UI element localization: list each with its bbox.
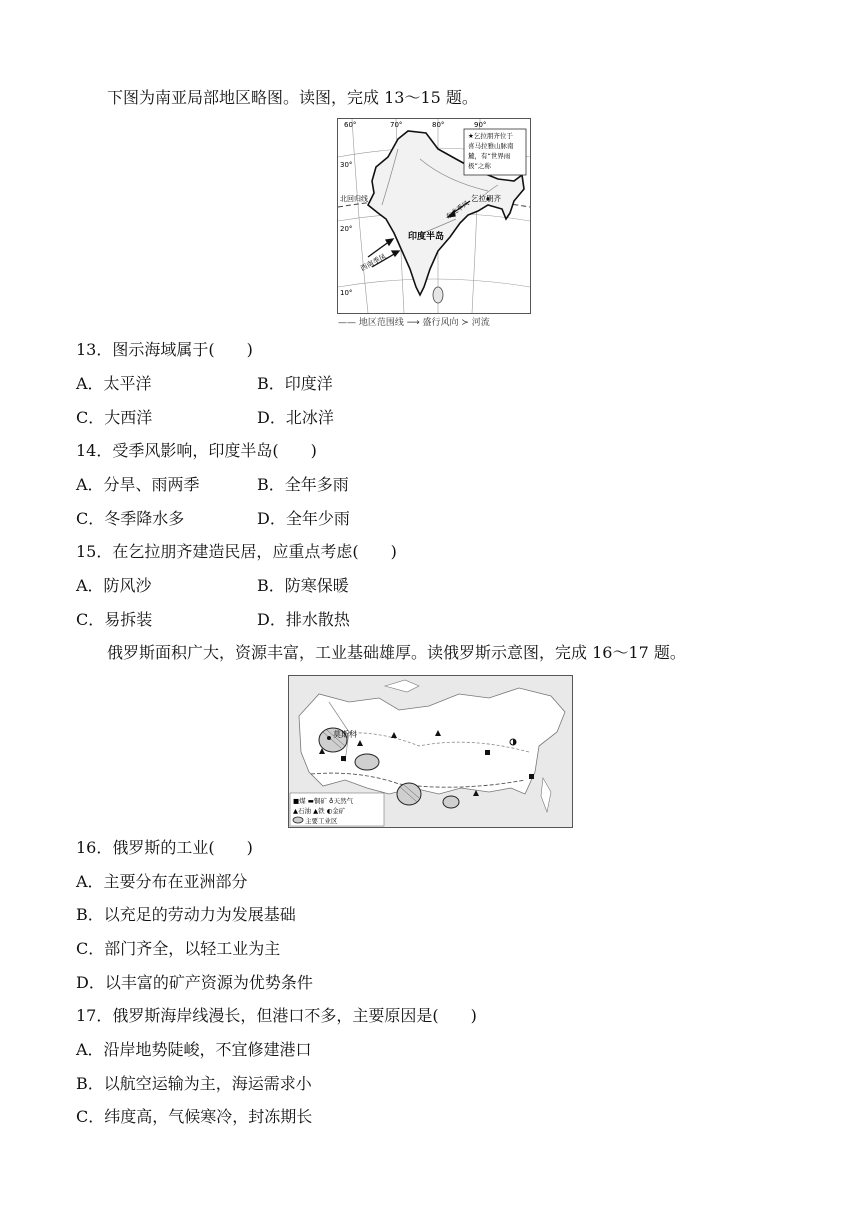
russia-legend-row-3: 主要工业区 [305, 817, 338, 825]
russia-map-svg [289, 676, 572, 827]
label-moscow: 莫斯科 [333, 730, 357, 739]
question-13: 13．图示海域属于( ) [76, 340, 253, 359]
q16-option-a: A．主要分布在亚洲部分 [76, 872, 248, 891]
label-sw-wind: 西南季风 [359, 252, 388, 273]
q14-option-d: D．全年少雨 [257, 509, 350, 528]
lon-90: 90° [474, 121, 487, 129]
q14-option-c: C．冬季降水多 [76, 509, 185, 528]
note-line-1: ★乞拉朋齐位于 [468, 132, 513, 140]
label-cherrapunji: 乞拉朋齐 [471, 194, 501, 203]
q17-option-a: A．沿岸地势陡峻，不宜修建港口 [76, 1040, 312, 1059]
q14-option-b: B．全年多雨 [257, 475, 349, 494]
lat-10: 10° [340, 289, 353, 297]
q13-option-d: D．北冰洋 [257, 408, 334, 427]
q17-option-c: C．纬度高，气候寒冷，封冻期长 [76, 1107, 313, 1126]
q16-option-d: D．以丰富的矿产资源为优势条件 [76, 973, 313, 992]
lon-70: 70° [390, 121, 403, 129]
question-15: 15．在乞拉朋齐建造民居，应重点考虑( ) [76, 542, 397, 561]
q15-option-c: C．易拆装 [76, 610, 153, 629]
q16-option-c: C．部门齐全，以轻工业为主 [76, 939, 281, 958]
lon-60: 60° [344, 121, 357, 129]
intro-south-asia: 下图为南亚局部地区略图。读图，完成 13～15 题。 [107, 88, 478, 107]
russia-map [288, 675, 573, 828]
russia-legend-row-1: ■煤 ▬铜矿 ♁天然气 [293, 797, 354, 805]
q15-option-b: B．防寒保暖 [257, 576, 349, 595]
question-14: 14．受季风影响，印度半岛( ) [76, 441, 317, 460]
q15-option-d: D．排水散热 [257, 610, 350, 629]
intro-russia: 俄罗斯面积广大，资源丰富，工业基础雄厚。读俄罗斯示意图，完成 16～17 题。 [107, 643, 686, 662]
label-peninsula: 印度半岛 [408, 232, 445, 242]
question-16: 16．俄罗斯的工业( ) [76, 838, 253, 857]
lat-20: 20° [340, 225, 353, 233]
note-line-2: 喜马拉雅山脉南 [468, 142, 514, 150]
question-17: 17．俄罗斯海岸线漫长，但港口不多，主要原因是( ) [76, 1006, 477, 1025]
note-line-3: 麓，有“世界雨 [468, 152, 511, 160]
q15-option-a: A．防风沙 [76, 576, 152, 595]
south-asia-map-svg [338, 119, 530, 313]
south-asia-map [337, 118, 531, 314]
q13-option-b: B．印度洋 [257, 374, 333, 393]
lat-30: 30° [340, 161, 353, 169]
q17-option-b: B．以航空运输为主，海运需求小 [76, 1074, 312, 1093]
q13-option-a: A．太平洋 [76, 374, 152, 393]
south-asia-map-legend: —— 地区范围线 ⟶ 盛行风向 ≻ 河流 [338, 318, 490, 328]
q14-option-a: A．分旱、雨两季 [76, 475, 200, 494]
q16-option-b: B．以充足的劳动力为发展基础 [76, 905, 296, 924]
label-tropic: 北回归线 [340, 195, 368, 203]
note-line-4: 极”之称 [468, 162, 491, 170]
russia-legend-row-2: ▲石油 ▲铁 ◐金矿 [293, 807, 346, 815]
lon-80: 80° [432, 121, 445, 129]
q13-option-c: C．大西洋 [76, 408, 153, 427]
